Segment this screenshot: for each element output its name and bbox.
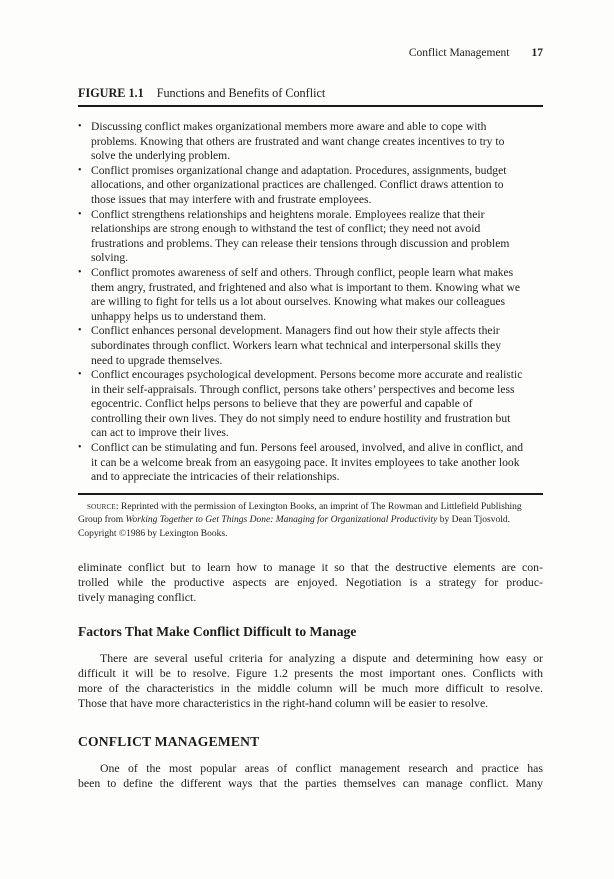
text-line: controlling their own lives. They do not simply need to endure hostility and frustration but — [91, 411, 511, 425]
text-line: can act to improve their lives. — [91, 426, 229, 440]
figure-source-note — [78, 501, 543, 541]
text-line: Conflict encourages psychological development. Persons become more accurate and realistic — [91, 368, 523, 382]
source-line — [78, 501, 543, 514]
text-line: are willing to fight for tells us a lot about ourselves. Knowing what makes our colleagues — [91, 295, 506, 309]
source-book-title: Working Together to Get Things Done: Managing for Organizational Productivity — [125, 515, 438, 526]
text-line: tively managing conflict. — [78, 590, 197, 605]
source-label: source: — [87, 501, 119, 512]
section-heading: CONFLICT MANAGEMENT — [78, 734, 260, 750]
body-paragraph — [78, 761, 543, 791]
figure-bullet — [78, 324, 543, 368]
bullet-text — [91, 368, 543, 441]
figure-bullet — [78, 266, 543, 324]
source-text: by Dean Tjosvold. — [437, 515, 510, 526]
text-line: frustrations and problems. They can release their tensions through discussion and problem — [91, 236, 510, 250]
text-line: Conflict strengthens relationships and heightens morale. Employees realize that their — [91, 207, 485, 221]
figure-bullet — [78, 164, 543, 208]
source-text: Group from — [78, 515, 126, 526]
text-line: solving. — [91, 251, 129, 265]
text-line: Conflict promises organizational change and adaptation. Procedures, assignments, budget — [91, 163, 507, 177]
text-line: Discussing conflict makes organizational members more aware and able to cope with — [91, 120, 487, 133]
bullet-text — [91, 120, 543, 164]
bullet-marker-icon: • — [78, 164, 82, 176]
bullet-marker-icon: • — [78, 266, 82, 278]
bullet-marker-icon: • — [78, 369, 82, 381]
figure-bullet — [78, 120, 543, 164]
text-line: been to define the different ways that the parties themselves can manage conflict. Many — [78, 776, 543, 791]
text-line: those issues that may interfere with and frustrate employees. — [91, 192, 372, 206]
bullet-text — [91, 164, 543, 208]
text-line: Conflict promotes awareness of self and others. Through conflict, people learn what makes — [91, 265, 514, 279]
text-line: and to appreciate the intricacies of their relationships. — [91, 470, 340, 484]
figure-bullet — [78, 208, 543, 266]
figure-top-rule — [78, 105, 543, 107]
text-line: solve the underlying problem. — [91, 149, 231, 163]
body-paragraph — [78, 651, 543, 711]
bullet-text — [91, 324, 543, 368]
text-line: One of the most popular areas of conflict management research and practice has — [100, 761, 543, 776]
figure-bottom-rule — [78, 493, 543, 495]
text-line: in their self-appraisals. Through conflict, persons take others’ perspectives and become less — [91, 382, 515, 396]
text-line: difficult it will be to resolve. Figure 1.2 presents the most important ones. Conflicts with — [78, 666, 543, 681]
running-head — [78, 47, 543, 60]
page-content — [78, 0, 543, 791]
source-text: Reprinted with the permission of Lexington Books, an imprint of The Rowman and Littlefield Publishing — [118, 501, 522, 512]
figure-caption — [78, 86, 543, 101]
text-line: Conflict can be stimulating and fun. Persons feel aroused, involved, and alive in conflict, and — [91, 441, 524, 455]
bullet-text — [91, 441, 543, 485]
body-paragraph — [78, 560, 543, 605]
figure-title: Functions and Benefits of Conflict — [156, 86, 326, 100]
figure-bullet-list — [78, 120, 543, 485]
running-title: Conflict Management — [408, 47, 510, 59]
figure-bullet — [78, 441, 543, 485]
source-line: Copyright ©1986 by Lexington Books. — [78, 528, 228, 539]
section-heading: Factors That Make Conflict Difficult to Manage — [78, 624, 357, 640]
text-line: allocations, and other organizational practices are challenged. Conflict draws attention to — [91, 178, 504, 192]
text-line: egocentric. Conflict helps persons to believe that they are powerful and capable of — [91, 397, 473, 411]
text-line: it can be a welcome break from an easygoing pace. It invites employees to take another look — [91, 455, 520, 469]
text-line: There are several useful criteria for analyzing a dispute and determining how easy or — [100, 651, 543, 666]
bullet-marker-icon: • — [78, 208, 82, 220]
text-line: problems. Knowing that others are frustrated and want change creates incentives to try to — [91, 134, 505, 148]
bullet-text — [91, 208, 543, 266]
source-line — [78, 514, 543, 527]
text-line: Those that have more characteristics in the right-hand column will be easier to resolve. — [78, 696, 489, 711]
text-line: eliminate conflict but to learn how to manage it so that the destructive elements are con- — [78, 560, 543, 575]
figure-label: FIGURE 1.1 — [78, 86, 144, 100]
text-line: need to upgrade themselves. — [91, 353, 223, 367]
text-line: trolled while the productive aspects are enjoyed. Negotiation is a strategy for produc- — [78, 575, 543, 590]
text-line: more of the characteristics in the middle column will be much more difficult to resolve. — [78, 681, 543, 696]
figure-bullet — [78, 368, 543, 441]
bullet-marker-icon: • — [78, 442, 82, 454]
bullet-text — [91, 266, 543, 324]
text-line: subordinates through conflict. Workers learn what technical and interpersonal skills they — [91, 338, 501, 352]
bullet-marker-icon: • — [78, 121, 82, 132]
text-line: Conflict enhances personal development. Managers find out how their style affects their — [91, 324, 500, 338]
page-number: 17 — [531, 47, 543, 59]
text-line: unhappy helps us to understand them. — [91, 309, 267, 323]
text-line: them angry, frustrated, and frightened and also what is important to them. Knowing what we — [91, 280, 521, 294]
bullet-marker-icon: • — [78, 325, 82, 337]
text-line: relationships are strong enough to withstand the test of conflict; they need not avoid — [91, 222, 481, 236]
